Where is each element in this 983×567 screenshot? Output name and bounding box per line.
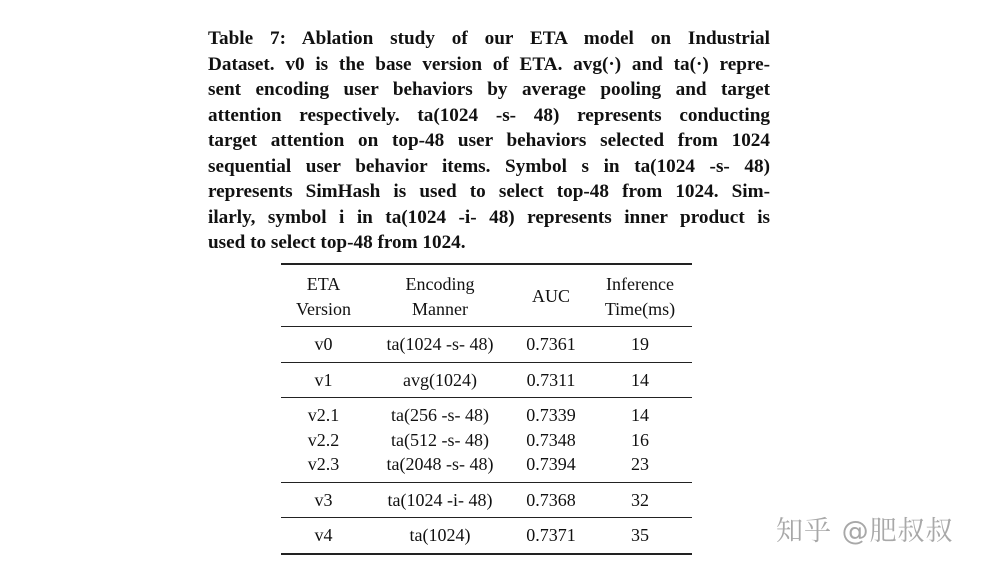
header-text: ETA bbox=[306, 274, 341, 294]
caption-line: Dataset. v0 is the base version of ETA. avg(·) and ta(·) repre- bbox=[208, 53, 770, 75]
header-row bbox=[281, 264, 692, 327]
caption-line: target attention on top-48 user behaviors selected from 1024 bbox=[208, 130, 770, 151]
header-text: AUC bbox=[531, 286, 570, 307]
header-text: Inference bbox=[606, 274, 674, 294]
table-row bbox=[281, 398, 692, 428]
cell-auc: 0.7361 bbox=[526, 334, 576, 354]
ablation-table-container bbox=[281, 263, 692, 555]
cell-version: v3 bbox=[314, 489, 333, 510]
header-eta-version bbox=[281, 264, 366, 327]
cell-encoding: ta(1024) bbox=[409, 525, 471, 545]
cell-time: 14 bbox=[631, 405, 649, 425]
cell-time: 32 bbox=[631, 489, 649, 510]
table-group-v4 bbox=[281, 518, 692, 554]
cell-time: 23 bbox=[631, 454, 649, 474]
table-row bbox=[281, 362, 692, 398]
caption-line: Table 7: Ablation study of our ETA model on Industrial bbox=[208, 28, 770, 49]
header-encoding-manner bbox=[366, 264, 514, 327]
table-row bbox=[281, 482, 692, 518]
header-text: Manner bbox=[412, 298, 468, 319]
cell-auc: 0.7339 bbox=[526, 405, 576, 425]
cell-auc: 0.7394 bbox=[526, 454, 576, 474]
header-auc bbox=[514, 264, 588, 327]
cell-auc: 0.7368 bbox=[526, 489, 576, 510]
table-row bbox=[281, 452, 692, 482]
cell-auc: 0.7348 bbox=[526, 429, 576, 450]
header-inference-time bbox=[588, 264, 692, 327]
zhihu-watermark: 知乎 @肥叔叔 bbox=[776, 516, 954, 547]
table-group-v1 bbox=[281, 362, 692, 398]
cell-version: v2.1 bbox=[307, 405, 340, 425]
cell-time: 16 bbox=[631, 429, 649, 450]
cell-version: v2.2 bbox=[307, 429, 340, 450]
header-text: Time(ms) bbox=[604, 298, 676, 319]
table-row bbox=[281, 327, 692, 363]
table-group-v2 bbox=[281, 398, 692, 483]
caption-line: attention respectively. ta(1024 -s- 48) represents conducting bbox=[208, 104, 770, 126]
cell-encoding: avg(1024) bbox=[403, 369, 477, 390]
cell-time: 14 bbox=[631, 369, 649, 390]
table-caption bbox=[208, 26, 770, 256]
cell-version: v0 bbox=[314, 334, 333, 354]
cell-encoding: ta(1024 -i- 48) bbox=[387, 489, 493, 510]
caption-line: sequential user behavior items. Symbol s in ta(1024 -s- 48) bbox=[208, 155, 770, 177]
table-group-v3 bbox=[281, 482, 692, 518]
cell-encoding: ta(2048 -s- 48) bbox=[386, 454, 494, 474]
table-row bbox=[281, 428, 692, 453]
cell-encoding: ta(512 -s- 48) bbox=[391, 429, 489, 450]
table-row bbox=[281, 518, 692, 554]
header-text: Version bbox=[296, 298, 351, 319]
cell-auc: 0.7311 bbox=[526, 369, 576, 390]
cell-auc: 0.7371 bbox=[526, 525, 576, 545]
table-header bbox=[281, 264, 692, 327]
table-group-v0 bbox=[281, 327, 692, 363]
header-text: Encoding bbox=[405, 274, 475, 294]
caption-line: represents SimHash is used to select top-48 from 1024. Sim- bbox=[208, 181, 770, 202]
cell-time: 19 bbox=[631, 334, 649, 354]
ablation-table bbox=[281, 263, 692, 555]
cell-version: v1 bbox=[314, 369, 333, 390]
cell-encoding: ta(1024 -s- 48) bbox=[386, 334, 494, 354]
caption-line: ilarly, symbol i in ta(1024 -i- 48) represents inner product is bbox=[208, 206, 770, 228]
cell-version: v4 bbox=[314, 525, 333, 545]
caption-line: sent encoding user behaviors by average pooling and target bbox=[208, 79, 770, 100]
cell-time: 35 bbox=[631, 525, 649, 545]
caption-line: used to select top-48 from 1024. bbox=[208, 232, 466, 253]
cell-encoding: ta(256 -s- 48) bbox=[391, 405, 489, 425]
cell-version: v2.3 bbox=[307, 454, 340, 474]
